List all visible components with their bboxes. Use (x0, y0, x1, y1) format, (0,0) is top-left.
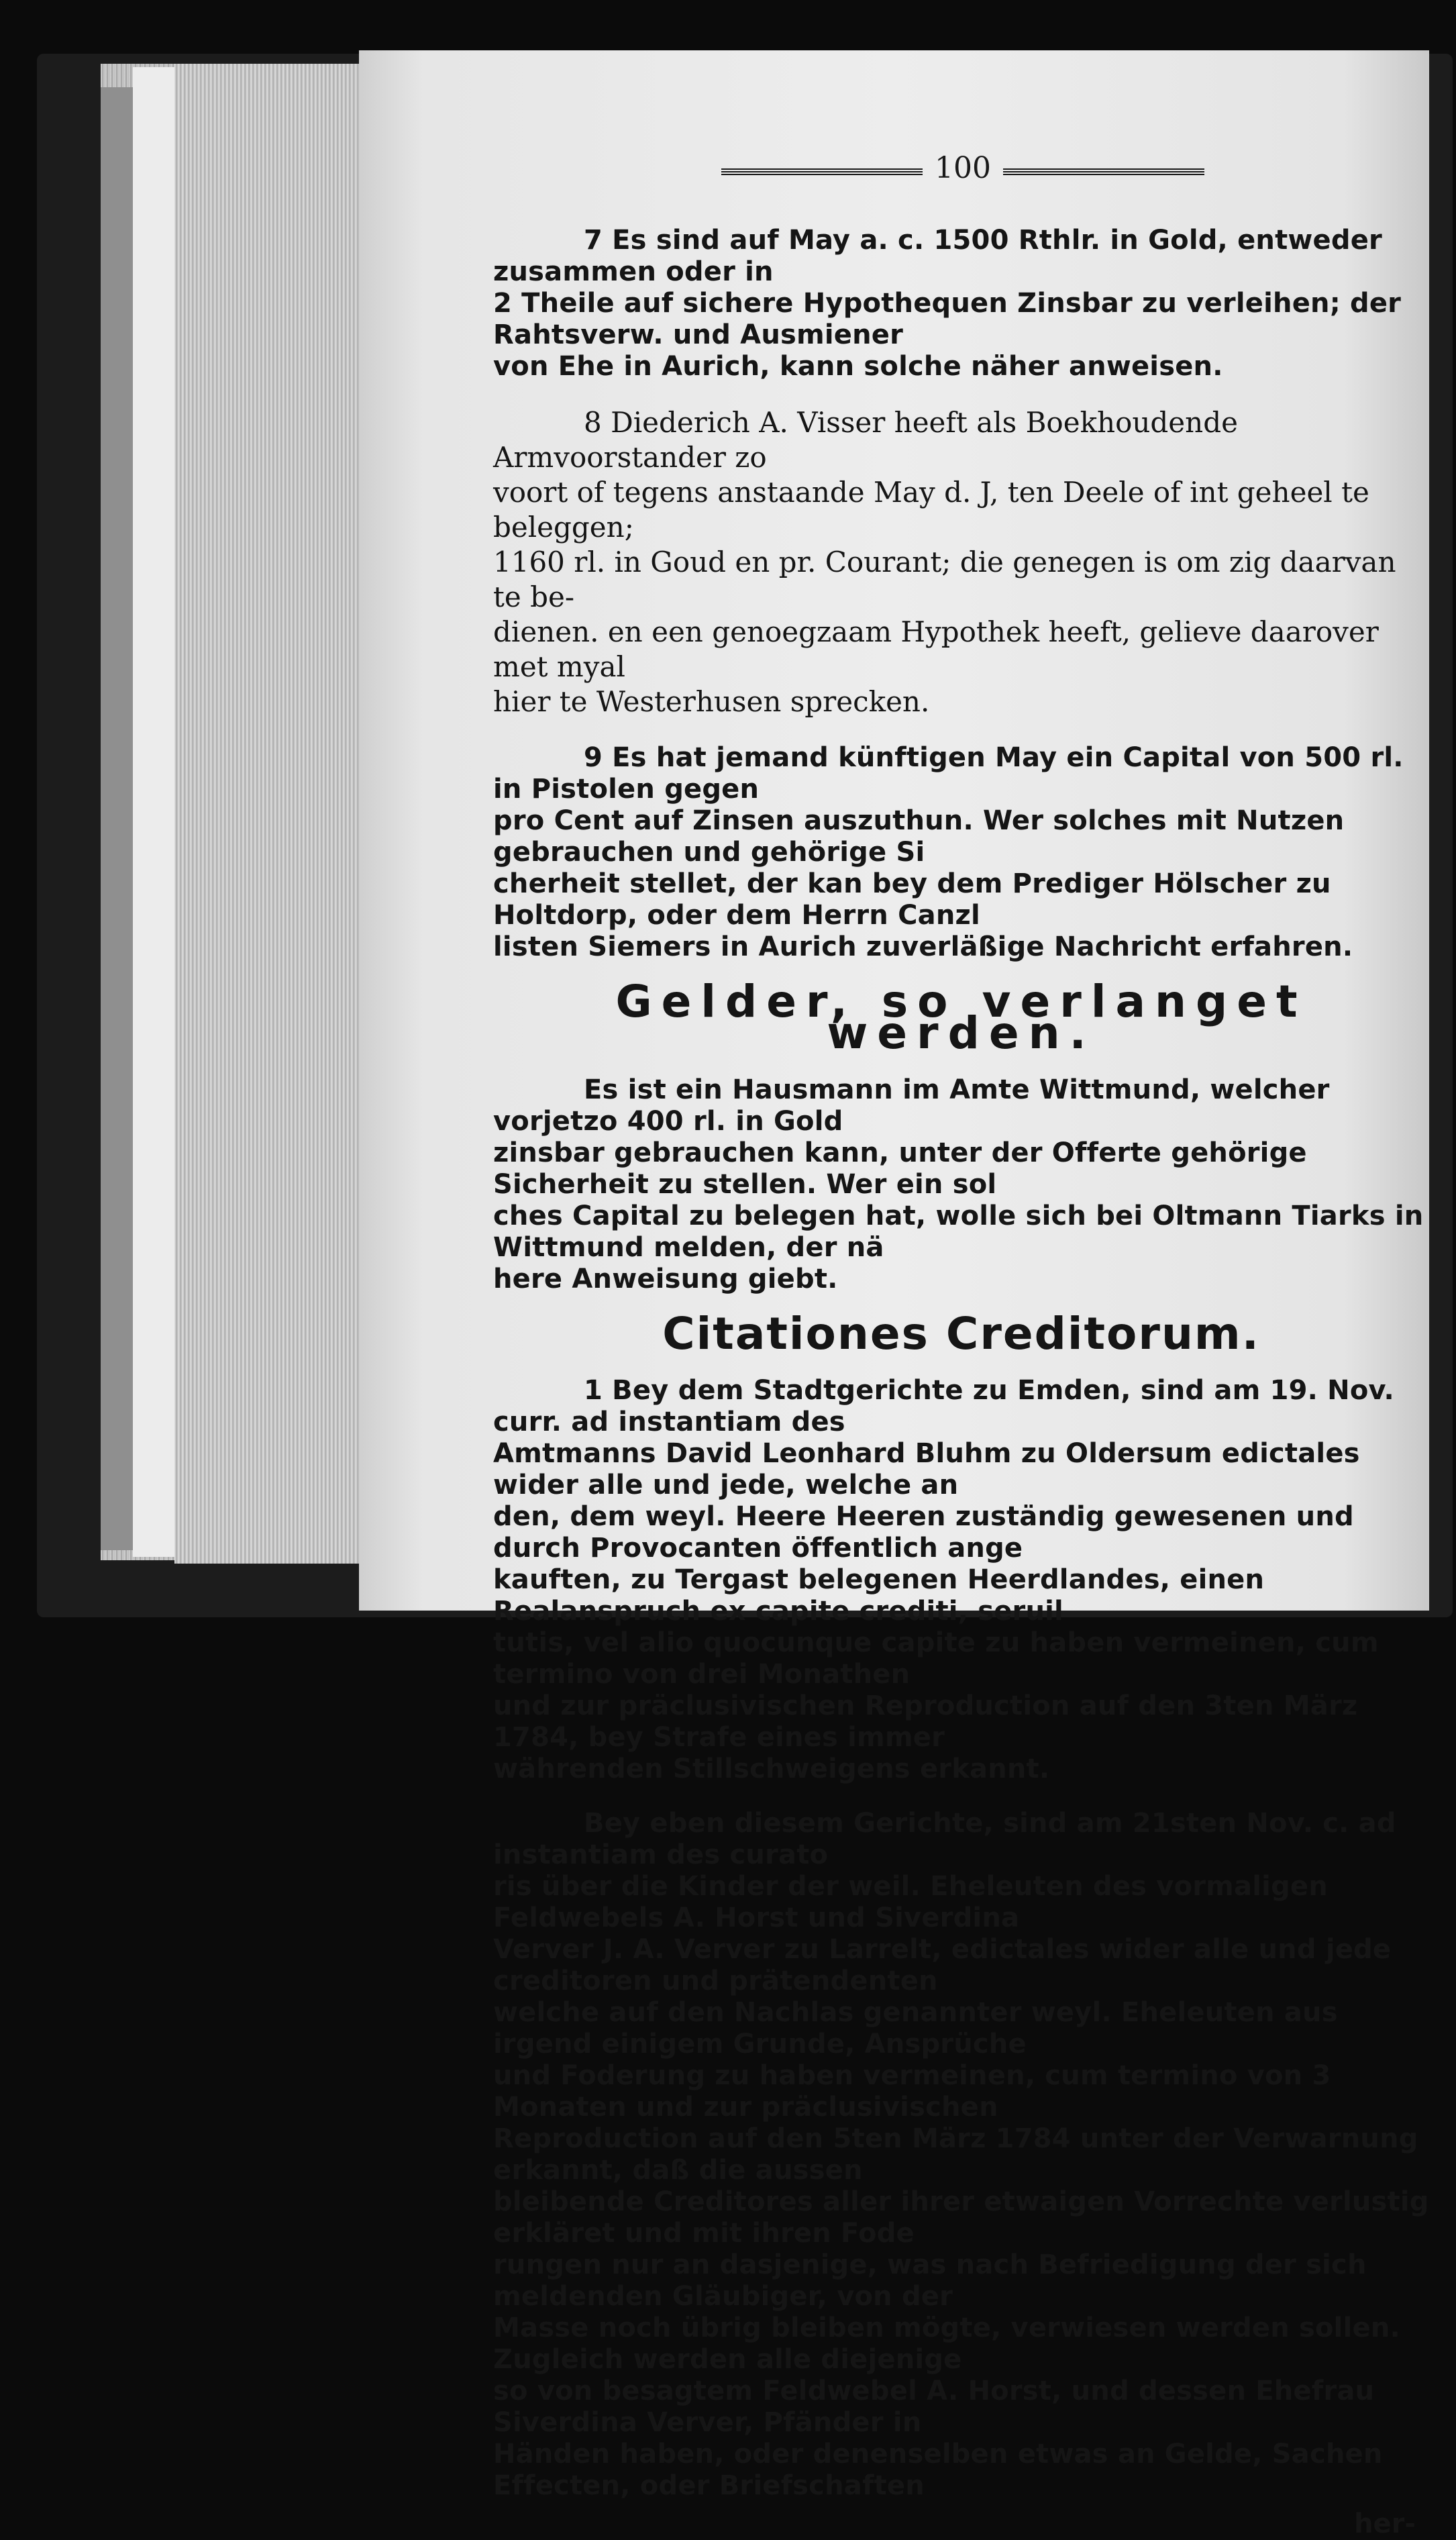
header-rule-left (721, 168, 923, 175)
page-block-edge (133, 67, 174, 1557)
paragraph-citation-1: 1 Bey dem Stadtgerichte zu Emden, sind am 19. Nov. curr. ad instantiam des Amtmanns David Leonhard Bluhm zu Oldersum edictales wider alle und jede, welche an den, dem weyl. Heere Heeren zuständig gewesenen und durch Provocanten öffentlich ange kauften, zu Tergast belegenen Heerdlandes, einen Realanspruch ex capite crediti, seruil tutis, vel alio quocunque capite zu haben vermeinen, cum termino von drei Monathen und zur präclusivischen Reproduction auf den 3ten März 1784, bey Strafe eines immer währenden Stillschweigens erkannt. (493, 1375, 1394, 1784)
header-rule-right (1003, 168, 1204, 175)
paragraph-9: 9 Es hat jemand künftigen May ein Capital von 500 rl. in Pistolen gegen pro Cent auf Zinsen auszuthun. Wer solches mit Nutzen gebrauchen und gehörige Si cherheit stellet, der kan bey dem Prediger Hölscher zu Holtdorp, oder dem Herrn Canzl listen Siemers in Aurich zuverläßige Nachricht erfahren. (493, 742, 1404, 962)
page-text (493, 225, 1429, 2540)
page-header (721, 151, 1204, 191)
catchword: her- (1354, 2508, 1416, 2539)
paragraph-7: 7 Es sind auf May a. c. 1500 Rthlr. in Gold, entweder zusammen oder in 2 Theile auf sichere Hypothequen Zinsbar zu verleihen; der Rahtsverw. und Ausmiener von Ehe in Aurich, kann solche näher anweisen. (493, 225, 1402, 382)
paragraph-hausmann: Es ist ein Hausmann im Amte Wittmund, welcher vorjetzo 400 rl. in Gold zinsbar gebrauchen kann, unter der Offerte gehörige Sicherheit zu stellen. Wer ein sol ches Capital zu belegen hat, wolle sich bei Oltmann Tiarks in Wittmund melden, der nä here Anweisung giebt. (493, 1074, 1424, 1294)
page-number: 100 (935, 151, 991, 185)
section-heading-gelder: Gelder, so verlanget werden. (615, 976, 1307, 1059)
cover-edge (101, 87, 133, 1550)
paragraph-8: 8 Diederich A. Visser heeft als Boekhoudende Armvoorstander zo voort of tegens anstaande May d. J, ten Deele of int geheel te beleggen; 1160 rl. in Goud en pr. Courant; die genegen is om zig daarvan te be- dienen. en een genoegzaam Hypothek heeft, gelieve daarover met myal hier te Westerhusen sprecken. (493, 406, 1396, 718)
paragraph-citation-2: Bey eben diesem Gerichte, sind am 21sten Nov. c. ad instantiam des curato ris über die Kinder der weil. Eheleuten des vormaligen Feldwebels A. Horst und Siverdina Verver J. A. Verver zu Larrelt, edictales wider alle und jede creditoren und prätendenten welche auf den Nachlas genannter weyl. Eheleuten aus irgend einigem Grunde, Ansprüche und Foderung zu haben vermeinen, cum termino von 3 Monaten und zur präclusivischen Reproduction auf den 5ten März 1784 unter der Verwarnung erkannt, daß die aussen bleibende Creditores aller ihrer etwaigen Vorrechte verlustig erkläret und mit ihren Fode rungen nur an dasjenige, was nach Befriedigung der sich meldenden Gläubiger, von der Masse noch übrig bleiben mögte, verwiesen werden sollen. Zugleich werden alle diejenige so von besagtem Feldwebel A. Horst, und dessen Ehefrau Siverdina Verver, Pfänder in Händen haben, oder denenselben etwas an Gelde, Sachen Effecten, oder Briefschaften (493, 1808, 1429, 2501)
section-heading-citationes: Citationes Creditorum. (662, 1308, 1260, 1360)
page-stack (174, 64, 362, 1564)
